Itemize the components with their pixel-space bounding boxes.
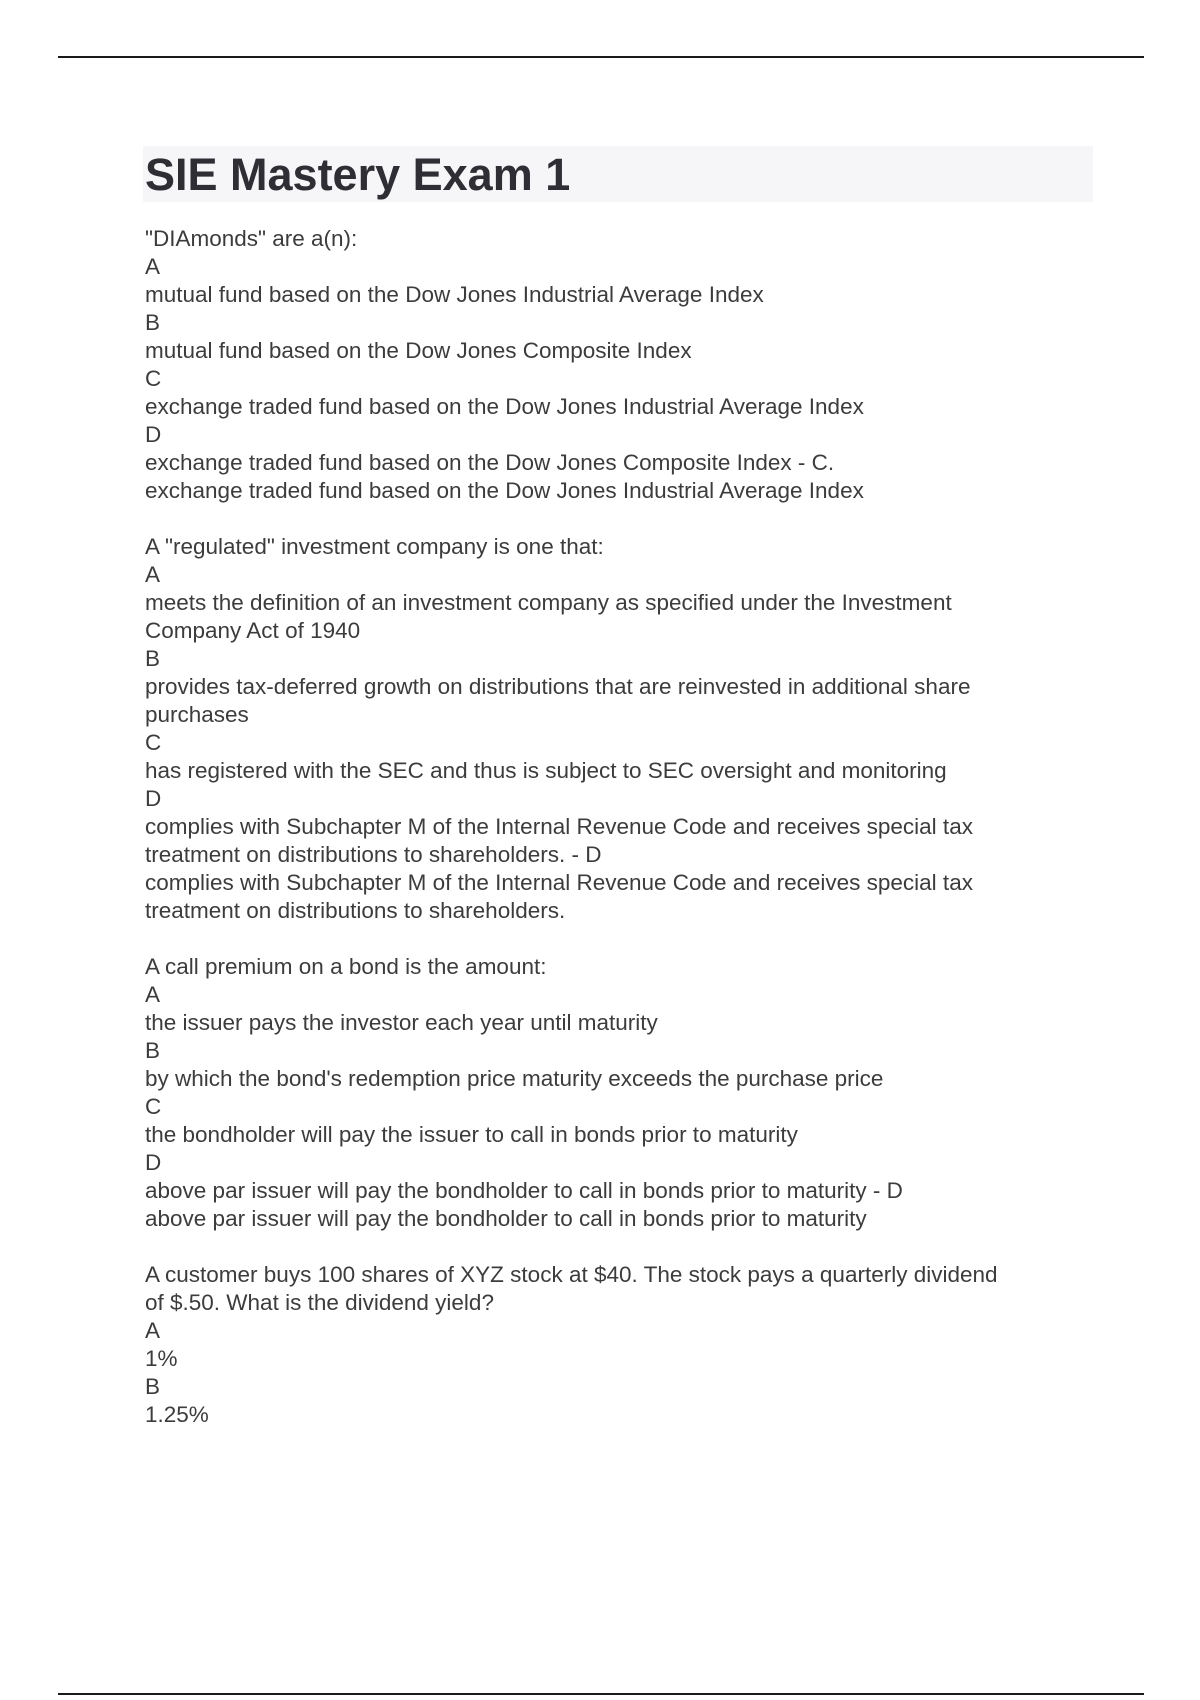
question-line: "DIAmonds" are a(n):	[145, 226, 358, 251]
question-line: B	[145, 1038, 161, 1063]
question-line: A call premium on a bond is the amount:	[145, 954, 547, 979]
question-line: of $.50. What is the dividend yield?	[145, 1290, 494, 1315]
question-line: treatment on distributions to shareholders. - D	[145, 842, 602, 867]
question-line: 1%	[145, 1346, 178, 1371]
question-line: has registered with the SEC and thus is subject to SEC oversight and monitoring	[145, 758, 947, 783]
document-content	[145, 146, 1095, 1457]
question-line: the bondholder will pay the issuer to call in bonds prior to maturity	[145, 1122, 798, 1147]
question-line: B	[145, 310, 161, 335]
question-line: A	[145, 562, 161, 587]
question-line: mutual fund based on the Dow Jones Composite Index	[145, 338, 692, 363]
question-line: provides tax-deferred growth on distributions that are reinvested in additional share	[145, 674, 971, 699]
question-line: D	[145, 422, 162, 447]
question-line: A	[145, 1318, 161, 1343]
question-line: A "regulated" investment company is one that:	[145, 534, 604, 559]
question-block	[145, 953, 1095, 1233]
question-line: 1.25%	[145, 1402, 209, 1427]
question-line: exchange traded fund based on the Dow Jones Composite Index - C.	[145, 450, 835, 475]
question-block	[145, 1261, 1095, 1429]
question-line: above par issuer will pay the bondholder to call in bonds prior to maturity	[145, 1206, 867, 1231]
question-line: by which the bond's redemption price maturity exceeds the purchase price	[145, 1066, 884, 1091]
question-line: D	[145, 1150, 162, 1175]
question-line: C	[145, 1094, 162, 1119]
question-line: complies with Subchapter M of the Internal Revenue Code and receives special tax	[145, 814, 973, 839]
question-line: B	[145, 646, 161, 671]
question-line: Company Act of 1940	[145, 618, 361, 643]
top-rule	[58, 56, 1144, 58]
title-banner	[143, 146, 1093, 202]
question-block	[145, 533, 1095, 925]
question-line: A	[145, 982, 161, 1007]
question-line: complies with Subchapter M of the Internal Revenue Code and receives special tax	[145, 870, 973, 895]
question-line: exchange traded fund based on the Dow Jones Industrial Average Index	[145, 478, 864, 503]
question-line: B	[145, 1374, 161, 1399]
bottom-rule	[58, 1693, 1144, 1695]
question-line: A customer buys 100 shares of XYZ stock at $40. The stock pays a quarterly dividend	[145, 1262, 998, 1287]
question-line: C	[145, 366, 162, 391]
question-line: above par issuer will pay the bondholder to call in bonds prior to maturity - D	[145, 1178, 903, 1203]
question-block	[145, 225, 1095, 505]
question-line: treatment on distributions to shareholders.	[145, 898, 566, 923]
question-line: the issuer pays the investor each year until maturity	[145, 1010, 658, 1035]
document-title: SIE Mastery Exam 1	[145, 148, 571, 200]
question-line: C	[145, 730, 162, 755]
question-line: mutual fund based on the Dow Jones Industrial Average Index	[145, 282, 764, 307]
question-line: D	[145, 786, 162, 811]
question-line: exchange traded fund based on the Dow Jones Industrial Average Index	[145, 394, 864, 419]
question-list	[145, 225, 1095, 1429]
question-line: meets the definition of an investment company as specified under the Investment	[145, 590, 952, 615]
question-line: purchases	[145, 702, 249, 727]
question-line: A	[145, 254, 161, 279]
